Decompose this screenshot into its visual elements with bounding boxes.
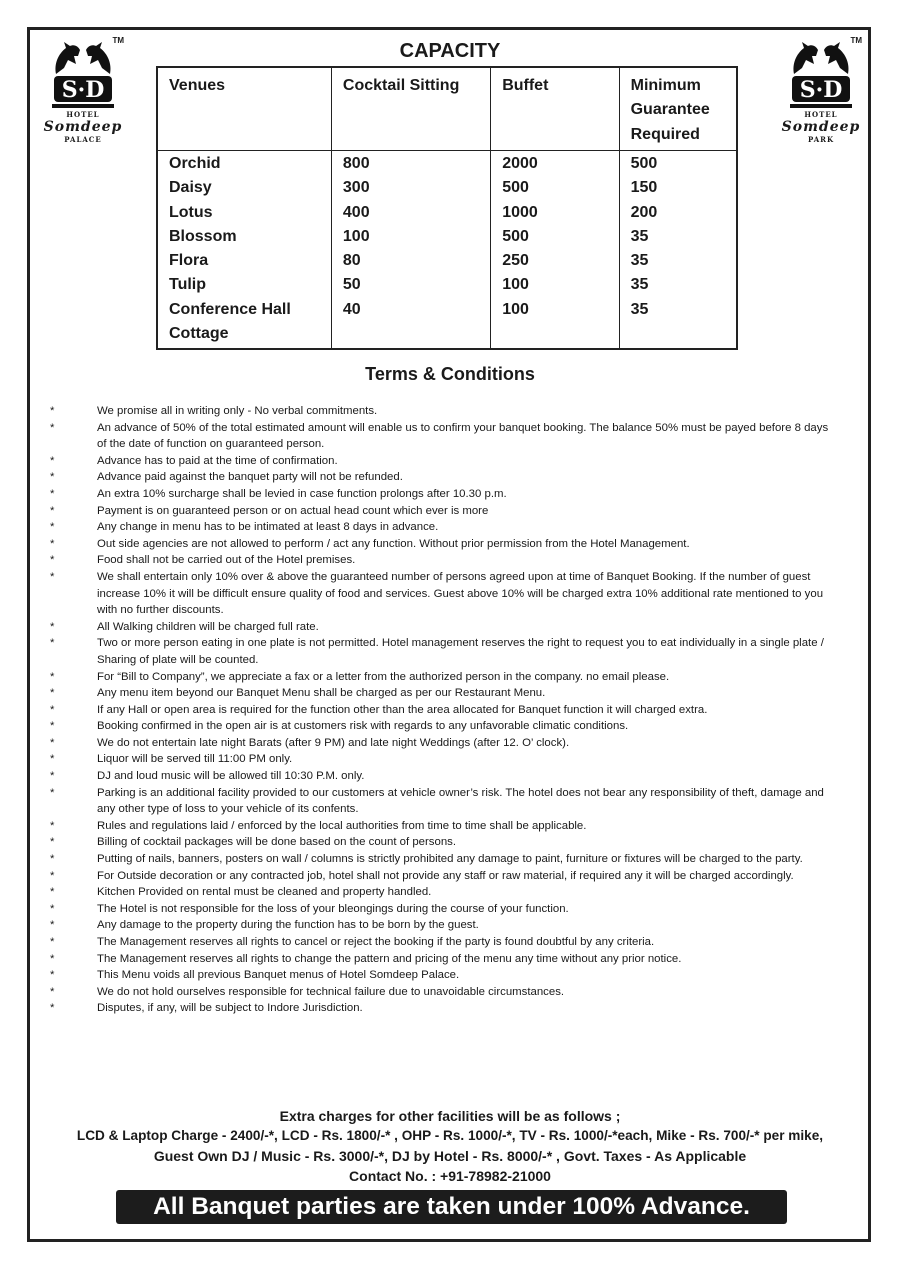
term-text: Food shall not be carried out of the Hotel premises. — [97, 554, 356, 567]
capacity-row — [157, 225, 737, 249]
term-text: The Management reserves all rights to change the pattern and pricing of the menu any time without any prior notice. — [97, 952, 682, 965]
term-item — [50, 718, 840, 735]
buffet-value: 100 — [491, 298, 619, 322]
term-text: If any Hall or open area is required for the function other than the area allocated for Banquet function it will charged extra. — [97, 703, 708, 716]
cocktail-sitting-value: 80 — [331, 249, 490, 273]
term-item — [50, 619, 840, 636]
term-item — [50, 917, 840, 934]
term-text: Booking confirmed in the open air is at customers risk with regards to any unfavorable climatic conditions. — [97, 720, 629, 733]
term-text: Billing of cocktail packages will be done based on the count of persons. — [97, 836, 457, 849]
term-item — [50, 685, 840, 702]
venue-name: Daisy — [157, 176, 331, 200]
term-item — [50, 868, 840, 885]
bullet-asterisk: * — [50, 454, 55, 467]
capacity-table-body — [157, 151, 737, 350]
capacity-row — [157, 176, 737, 200]
term-text: An extra 10% surcharge shall be levied in case function prolongs after 10.30 p.m. — [97, 487, 507, 500]
bullet-asterisk: * — [50, 819, 55, 832]
term-item — [50, 569, 840, 619]
contact-number: Contact No. : +91-78982-21000 — [349, 1168, 551, 1184]
term-text: The Hotel is not responsible for the loss of your bleongings during the course of your function. — [97, 902, 569, 915]
term-text: Any damage to the property during the function has to be born by the guest. — [97, 919, 479, 932]
header-venues: Venues — [157, 67, 331, 151]
term-item — [50, 984, 840, 1001]
extra-charges-line-2: Guest Own DJ / Music - Rs. 3000/-*, DJ by Hotel - Rs. 8000/-* , Govt. Taxes - As Applicable — [153, 1148, 747, 1164]
term-text: We promise all in writing only - No verbal commitments. — [97, 405, 378, 417]
bullet-asterisk: * — [50, 720, 55, 733]
term-item — [50, 951, 840, 968]
cocktail-sitting-value: 40 — [331, 298, 490, 322]
term-text: Two or more person eating in one plate is not permitted. Hotel management reserves the right to request you to eat individually in a single plate / Sharing of plate will be counted. — [97, 637, 824, 666]
bullet-asterisk: * — [50, 753, 55, 766]
bullet-asterisk: * — [50, 421, 55, 434]
buffet-value: 500 — [491, 225, 619, 249]
term-text: We do not entertain late night Barats (after 9 PM) and late night Weddings (after 12. O’ clock). — [97, 736, 570, 749]
term-text: An advance of 50% of the total estimated amount will enable us to confirm your banquet booking. The balance 50% must be payed before 8 days of the date of function on guaranteed person. — [97, 421, 829, 451]
term-item — [50, 768, 840, 785]
capacity-table — [156, 66, 738, 350]
bullet-asterisk: * — [50, 570, 55, 583]
term-item — [50, 967, 840, 984]
venue-name: Orchid — [157, 151, 331, 177]
term-item — [50, 453, 840, 470]
terms-title: Terms & Conditions — [365, 364, 535, 384]
cocktail-sitting-value: 100 — [331, 225, 490, 249]
bullet-asterisk: * — [50, 687, 55, 700]
minimum-guarantee-value: 35 — [619, 225, 737, 249]
venue-name: Lotus — [157, 201, 331, 225]
bullet-asterisk: * — [50, 554, 55, 567]
term-text: All Walking children will be charged full rate. — [97, 620, 319, 633]
logo-monogram: S·D — [799, 77, 843, 103]
capacity-row — [157, 322, 737, 349]
capacity-row — [157, 298, 737, 322]
logo-property-name: PARK — [807, 135, 835, 144]
header-minimum-guarantee: Minimum Guarantee Required — [619, 67, 737, 151]
term-item — [50, 536, 840, 553]
term-item — [50, 818, 840, 835]
venue-name: Conference Hall — [157, 298, 331, 322]
cocktail-sitting-value: 300 — [331, 176, 490, 200]
logo-hotel-word: HOTEL — [804, 110, 838, 119]
extra-charges — [0, 1106, 900, 1186]
term-item — [50, 469, 840, 486]
bullet-asterisk: * — [50, 504, 55, 517]
term-item — [50, 519, 840, 536]
term-item — [50, 851, 840, 868]
venue-name: Flora — [157, 249, 331, 273]
capacity-row — [157, 273, 737, 297]
trademark-mark: TM — [112, 36, 124, 45]
buffet-value: 250 — [491, 249, 619, 273]
header-cocktail-sitting: Cocktail Sitting — [331, 67, 490, 151]
term-item — [50, 1000, 840, 1017]
bullet-asterisk: * — [50, 952, 55, 965]
bullet-asterisk: * — [50, 405, 55, 417]
term-text: Payment is on guaranteed person or on actual head count which ever is more — [97, 504, 489, 517]
trademark-mark: TM — [850, 36, 862, 45]
term-text: DJ and loud music will be allowed till 10:30 P.M. only. — [97, 770, 365, 783]
bullet-asterisk: * — [50, 853, 55, 866]
minimum-guarantee-value: 35 — [619, 273, 737, 297]
extra-charges-line-1: LCD & Laptop Charge - 2400/-*, LCD - Rs. 1800/-* , OHP - Rs. 1000/-*, TV - Rs. 1000/-*each, Mike - Rs. 700/-* per mike, — [76, 1128, 824, 1143]
buffet-value: 2000 — [491, 151, 619, 177]
logo-hotel-word: HOTEL — [66, 110, 100, 119]
term-text: Advance paid against the banquet party will not be refunded. — [97, 471, 403, 484]
term-text: Kitchen Provided on rental must be cleaned and property handled. — [97, 886, 432, 899]
minimum-guarantee-value — [619, 322, 737, 349]
cocktail-sitting-value — [331, 322, 490, 349]
bullet-asterisk: * — [50, 537, 55, 550]
term-item — [50, 834, 840, 851]
term-item — [50, 785, 840, 818]
term-text: This Menu voids all previous Banquet menus of Hotel Somdeep Palace. — [97, 969, 460, 982]
term-text: We do not hold ourselves responsible for technical failure due to unavoidable circumstances. — [97, 985, 565, 998]
bullet-asterisk: * — [50, 869, 55, 882]
capacity-title: CAPACITY — [399, 40, 501, 62]
minimum-guarantee-value: 35 — [619, 298, 737, 322]
term-item — [50, 503, 840, 520]
term-item — [50, 934, 840, 951]
terms-list — [50, 403, 840, 1017]
minimum-guarantee-value: 35 — [619, 249, 737, 273]
bullet-asterisk: * — [50, 736, 55, 749]
bullet-asterisk: * — [50, 487, 55, 500]
bullet-asterisk: * — [50, 836, 55, 849]
term-text: Disputes, if any, will be subject to Indore Jurisdiction. — [97, 1002, 363, 1015]
bullet-asterisk: * — [50, 703, 55, 716]
cocktail-sitting-value: 50 — [331, 273, 490, 297]
bullet-asterisk: * — [50, 1002, 55, 1015]
bullet-asterisk: * — [50, 637, 55, 650]
buffet-value: 100 — [491, 273, 619, 297]
term-text: Parking is an additional facility provided to our customers at vehicle owner’s risk. The hotel does not bear any responsibility of theft, damage and any other type of loss to your vehicle of its confents. — [97, 786, 824, 816]
minimum-guarantee-value: 150 — [619, 176, 737, 200]
term-item — [50, 735, 840, 752]
minimum-guarantee-value: 200 — [619, 201, 737, 225]
term-text: Out side agencies are not allowed to perform / act any function. Without prior permission from the Hotel Management. — [97, 537, 690, 550]
term-text: For “Bill to Company”, we appreciate a fax or a letter from the authorized person in the company. no email please. — [97, 670, 670, 683]
capacity-row — [157, 249, 737, 273]
bullet-asterisk: * — [50, 620, 55, 633]
term-text: Any change in menu has to be intimated at least 8 days in advance. — [97, 521, 439, 534]
extra-charges-heading: Extra charges for other facilities will be as follows ; — [279, 1108, 621, 1124]
logo-property-name: PALACE — [64, 135, 102, 144]
term-text: Advance has to paid at the time of confirmation. — [97, 454, 338, 467]
term-item — [50, 403, 840, 420]
advance-banner: All Banquet parties are taken under 100% Advance. — [116, 1190, 787, 1224]
buffet-value: 1000 — [491, 201, 619, 225]
cocktail-sitting-value: 400 — [331, 201, 490, 225]
bullet-asterisk: * — [50, 969, 55, 982]
term-item — [50, 884, 840, 901]
venue-name: Cottage — [157, 322, 331, 349]
capacity-header-row — [157, 67, 737, 151]
capacity-row — [157, 151, 737, 177]
buffet-value: 500 — [491, 176, 619, 200]
term-item — [50, 420, 840, 453]
bullet-asterisk: * — [50, 471, 55, 484]
term-item — [50, 751, 840, 768]
bullet-asterisk: * — [50, 936, 55, 948]
term-item — [50, 669, 840, 686]
bullet-asterisk: * — [50, 985, 55, 998]
cocktail-sitting-value: 800 — [331, 151, 490, 177]
bullet-asterisk: * — [50, 670, 55, 683]
term-text: For Outside decoration or any contracted job, hotel shall not provide any staff or raw material, if required any it will be charged accordingly. — [97, 869, 794, 882]
term-item — [50, 702, 840, 719]
logo-brand-name: Somdeep — [43, 119, 123, 135]
term-text: The Management reserves all rights to cancel or reject the booking if the party is found doubtful by any criteria. — [97, 936, 655, 948]
buffet-value — [491, 322, 619, 349]
bullet-asterisk: * — [50, 521, 55, 534]
term-item — [50, 901, 840, 918]
logo-monogram: S·D — [61, 77, 105, 103]
term-text: Liquor will be served till 11:00 PM only. — [97, 753, 293, 766]
bullet-asterisk: * — [50, 902, 55, 915]
venue-name: Tulip — [157, 273, 331, 297]
term-text: Putting of nails, banners, posters on wall / columns is strictly prohibited any damage to paint, furniture or fixtures will be charged to the party. — [97, 853, 803, 866]
term-item — [50, 635, 840, 668]
bullet-asterisk: * — [50, 886, 55, 899]
minimum-guarantee-value: 500 — [619, 151, 737, 177]
term-item — [50, 552, 840, 569]
term-item — [50, 486, 840, 503]
term-text: Rules and regulations laid / enforced by the local authorities from time to time shall be applicable. — [97, 819, 587, 832]
capacity-row — [157, 201, 737, 225]
bullet-asterisk: * — [50, 786, 55, 799]
bullet-asterisk: * — [50, 919, 55, 932]
header-buffet: Buffet — [491, 67, 619, 151]
venue-name: Blossom — [157, 225, 331, 249]
term-text: We shall entertain only 10% over & above the guaranteed number of persons agreed upon at time of Banquet Booking. If the number of guest increase 10% it will be difficult ensure quality of food and services. Guest above 10% will be charged extra 10% additional rate mentioned to you with no further discounts. — [97, 570, 824, 617]
logo-brand-name: Somdeep — [781, 119, 861, 135]
term-text: Any menu item beyond our Banquet Menu shall be charged as per our Restaurant Menu. — [97, 687, 546, 700]
bullet-asterisk: * — [50, 770, 55, 783]
